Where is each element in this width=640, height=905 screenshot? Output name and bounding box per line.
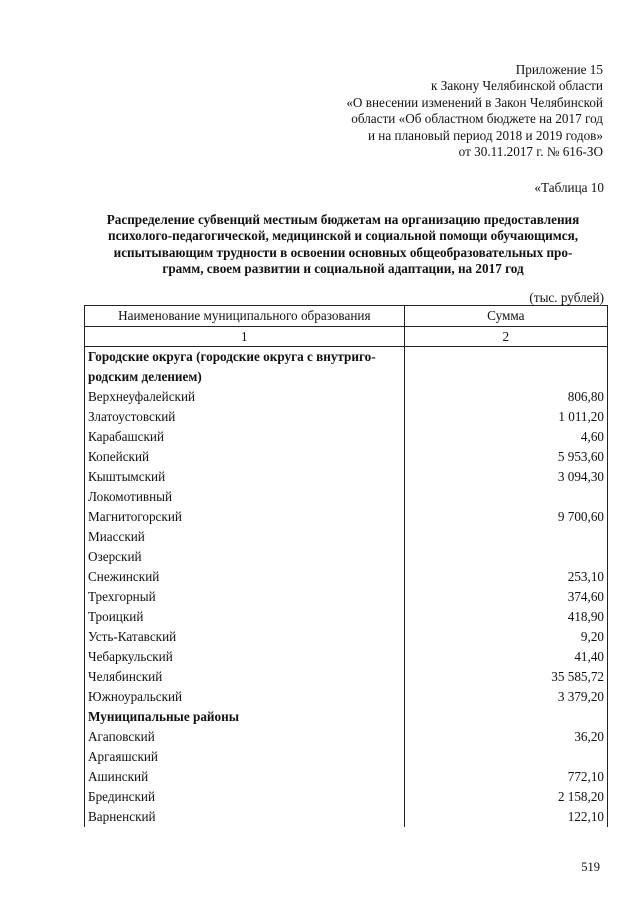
header-row [85,306,608,327]
municipality-name: Усть-Катавский [85,627,405,647]
units-label: (тыс. рублей) [529,290,604,305]
subvention-amount: 374,60 [404,587,607,607]
table-row [85,547,608,567]
appendix-line: и на плановый период 2018 и 2019 годов» [367,127,603,143]
subvention-amount [404,547,607,567]
appendix-line: «О внесении изменений в Закон Челябинской [346,94,603,110]
municipality-name: Локомотивный [85,487,405,507]
table-row [85,567,608,587]
title-line: психолого-педагогической, медицинской и социальной помощи обучающимся, [107,228,579,244]
subvention-amount: 3 379,20 [404,687,607,707]
column-number: 1 [85,327,405,347]
appendix-line: к Закону Челябинской области [431,78,603,94]
subvention-amount [404,747,607,767]
table-label: «Таблица 10 [534,180,604,195]
table-row [85,427,608,447]
section-title-urban [85,347,405,388]
table-row [85,747,608,767]
municipality-name: Снежинский [85,567,405,587]
header-sum: Сумма [404,306,607,327]
table-row [85,407,608,427]
subvention-amount: 9 700,60 [404,507,607,527]
section-sum [404,347,607,388]
municipality-name: Копейский [85,447,405,467]
subvention-amount: 772,10 [404,767,607,787]
subvention-amount: 418,90 [404,607,607,627]
table-row [85,607,608,627]
subvention-amount: 1 011,20 [404,407,607,427]
subvention-amount: 253,10 [404,567,607,587]
column-number: 2 [404,327,607,347]
table-row [85,667,608,687]
subvention-amount [404,487,607,507]
subvention-table [84,305,608,827]
section-row-urban [85,347,608,388]
municipality-name: Ашинский [85,767,405,787]
table-row [85,727,608,747]
municipality-name: Агаповский [85,727,405,747]
table-row [85,527,608,547]
municipality-name: Брединский [85,787,405,807]
table-row [85,767,608,787]
title-line: Распределение субвенций местным бюджетам на организацию предоставления [106,212,580,227]
municipality-name: Трехгорный [85,587,405,607]
appendix-line: области «Об областном бюджете на 2017 год [351,111,603,127]
municipality-name: Миасский [85,527,405,547]
municipality-name: Карабашский [85,427,405,447]
subvention-amount: 3 094,30 [404,467,607,487]
section-sum [404,707,607,727]
appendix-line: Приложение 15 [515,62,603,77]
subvention-amount [404,527,607,547]
header-name: Наименование муниципального образования [85,306,405,327]
municipality-name: Кыштымский [85,467,405,487]
district-rows [85,727,608,827]
table-row [85,807,608,827]
page-number: 519 [581,860,600,874]
section-title-line: родским делением) [88,369,202,384]
municipality-name: Челябинский [85,667,405,687]
subvention-amount: 5 953,60 [404,447,607,467]
urban-rows [85,387,608,707]
subvention-amount: 806,80 [404,387,607,407]
table-row [85,647,608,667]
title-line: грамм, своем развитии и социальной адаптации, на 2017 год [162,261,524,277]
table-row [85,387,608,407]
table-row [85,487,608,507]
municipality-name: Аргаяшский [85,747,405,767]
title-line: испытывающим трудности в освоении основных общеобразовательных про- [113,244,573,260]
section-title-districts: Муниципальные районы [85,707,405,727]
subvention-amount: 41,40 [404,647,607,667]
municipality-name: Чебаркульский [85,647,405,667]
section-title-line: Городские округа (городские округа с внутриго- [88,349,376,364]
column-number-row [85,327,608,347]
municipality-name: Южноуральский [85,687,405,707]
appendix-block [346,62,603,160]
table-row [85,687,608,707]
municipality-name: Троицкий [85,607,405,627]
municipality-name: Златоустовский [85,407,405,427]
subvention-amount: 122,10 [404,807,607,827]
table-row [85,507,608,527]
subvention-amount: 4,60 [404,427,607,447]
section-row-districts [85,707,608,727]
municipality-name: Верхнеуфалейский [85,387,405,407]
municipality-name: Варненский [85,807,405,827]
subvention-amount: 9,20 [404,627,607,647]
document-title [78,212,608,278]
subvention-amount: 35 585,72 [404,667,607,687]
subvention-amount: 2 158,20 [404,787,607,807]
table-row [85,787,608,807]
municipality-name: Магнитогорский [85,507,405,527]
table-row [85,587,608,607]
municipality-name: Озерский [85,547,405,567]
appendix-line: от 30.11.2017 г. № 616-ЗО [458,144,603,160]
subvention-amount: 36,20 [404,727,607,747]
table-row [85,447,608,467]
table-row [85,627,608,647]
table-row [85,467,608,487]
